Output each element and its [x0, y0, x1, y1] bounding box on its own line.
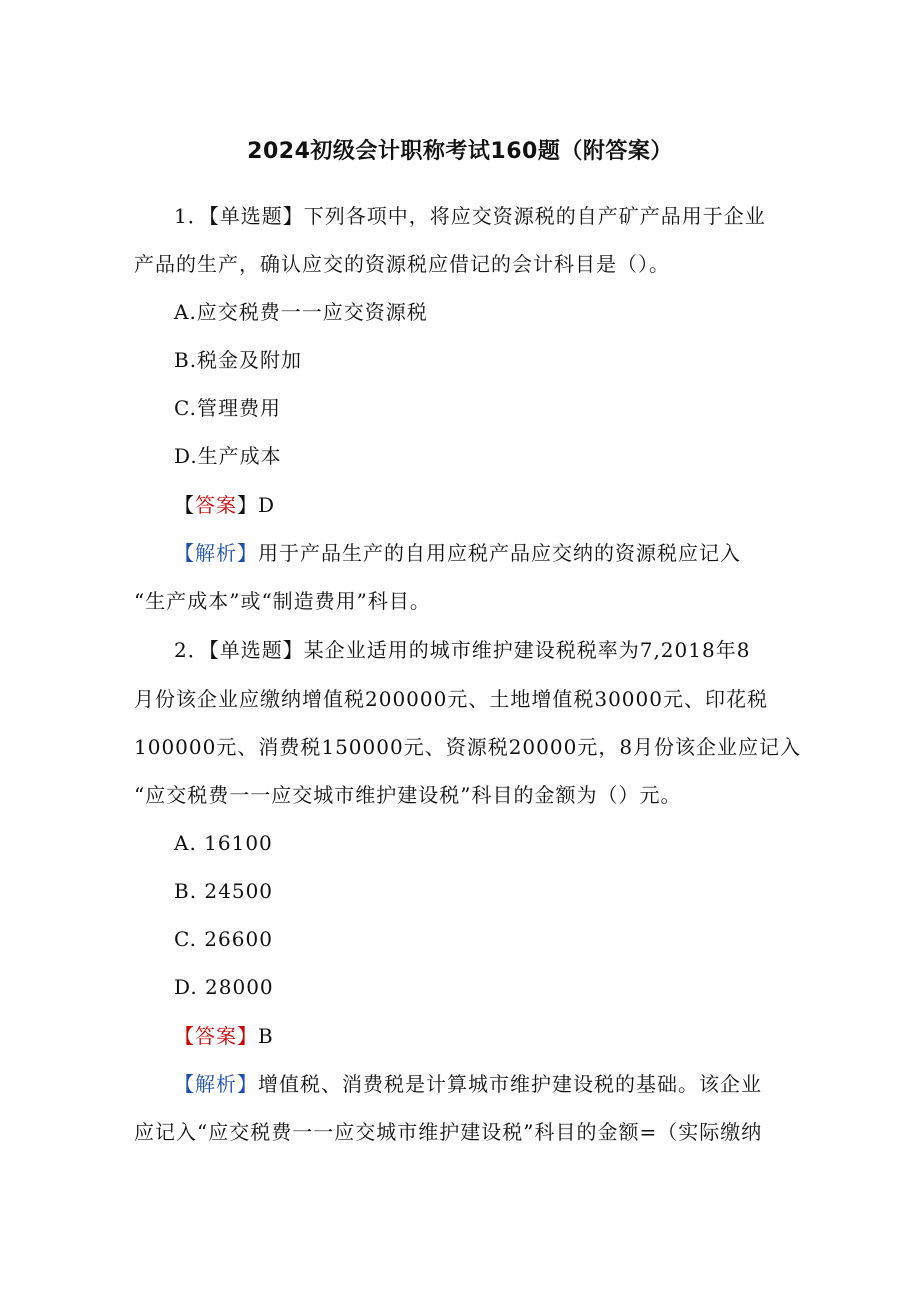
analysis-open-bracket: 【: [174, 541, 195, 565]
question-2-option-c: C. 26600: [174, 927, 273, 951]
question-2-analysis-line-2: 应记入“应交税费一一应交城市维护建设税”科目的金额=（实际缴纳: [134, 1120, 763, 1144]
question-2-analysis-line-1: [174, 1069, 794, 1099]
question-2-stem-line-2: 月份该企业应缴纳增值税200000元、土地增值税30000元、印花税: [134, 687, 768, 711]
answer-value: D: [258, 493, 276, 517]
question-1-option-c: C.管理费用: [174, 396, 281, 420]
question-2-stem-line-3: 100000元、消费税150000元、资源税20000元，8月份该企业应记入: [134, 735, 802, 759]
question-1-analysis-line-2: “生产成本”或“制造费用”科目。: [134, 589, 431, 613]
question-1-stem-line-1: 1．【单选题】下列各项中，将应交资源税的自产矿产品用于企业: [174, 204, 766, 228]
question-1-option-b: B.税金及附加: [174, 348, 303, 372]
answer-open-bracket: 【: [174, 1024, 195, 1048]
question-2-stem-line-1: 2．【单选题】某企业适用的城市维护建设税税率为7,2018年8: [174, 638, 751, 662]
question-1-option-d: D.生产成本: [174, 444, 282, 468]
question-1-analysis-line-1: [174, 538, 794, 568]
answer-open-bracket: 【: [174, 493, 195, 517]
analysis-close-bracket: 】: [237, 1072, 258, 1096]
analysis-tag: 解析: [195, 541, 237, 565]
analysis-close-bracket: 】: [237, 541, 258, 565]
question-1-option-a: A.应交税费一一应交资源税: [174, 300, 428, 324]
question-2-answer: [174, 1021, 794, 1051]
question-2-stem-line-4: “应交税费一一应交城市维护建设税”科目的金额为（）元。: [134, 783, 682, 807]
analysis-open-bracket: 【: [174, 1072, 195, 1096]
answer-value: B: [258, 1024, 274, 1048]
analysis-tag: 解析: [195, 1072, 237, 1096]
question-1-answer: [174, 490, 794, 520]
question-2-option-a: A. 16100: [174, 831, 273, 855]
page-title: 2024初级会计职称考试160题（附答案）: [247, 139, 673, 164]
question-2-option-d: D. 28000: [174, 975, 274, 999]
answer-tag: 答案: [195, 493, 237, 517]
analysis-text: 增值税、消费税是计算城市维护建设税的基础。该企业: [258, 1072, 762, 1096]
question-2-option-b: B. 24500: [174, 879, 274, 903]
answer-tag: 答案: [195, 1024, 237, 1048]
question-1-stem-line-2: 产品的生产，确认应交的资源税应借记的会计科目是（）。: [134, 252, 670, 276]
analysis-text: 用于产品生产的自用应税产品应交纳的资源税应记入: [258, 541, 741, 565]
answer-close-bracket: 】: [237, 493, 258, 517]
answer-close-bracket: 】: [237, 1024, 258, 1048]
